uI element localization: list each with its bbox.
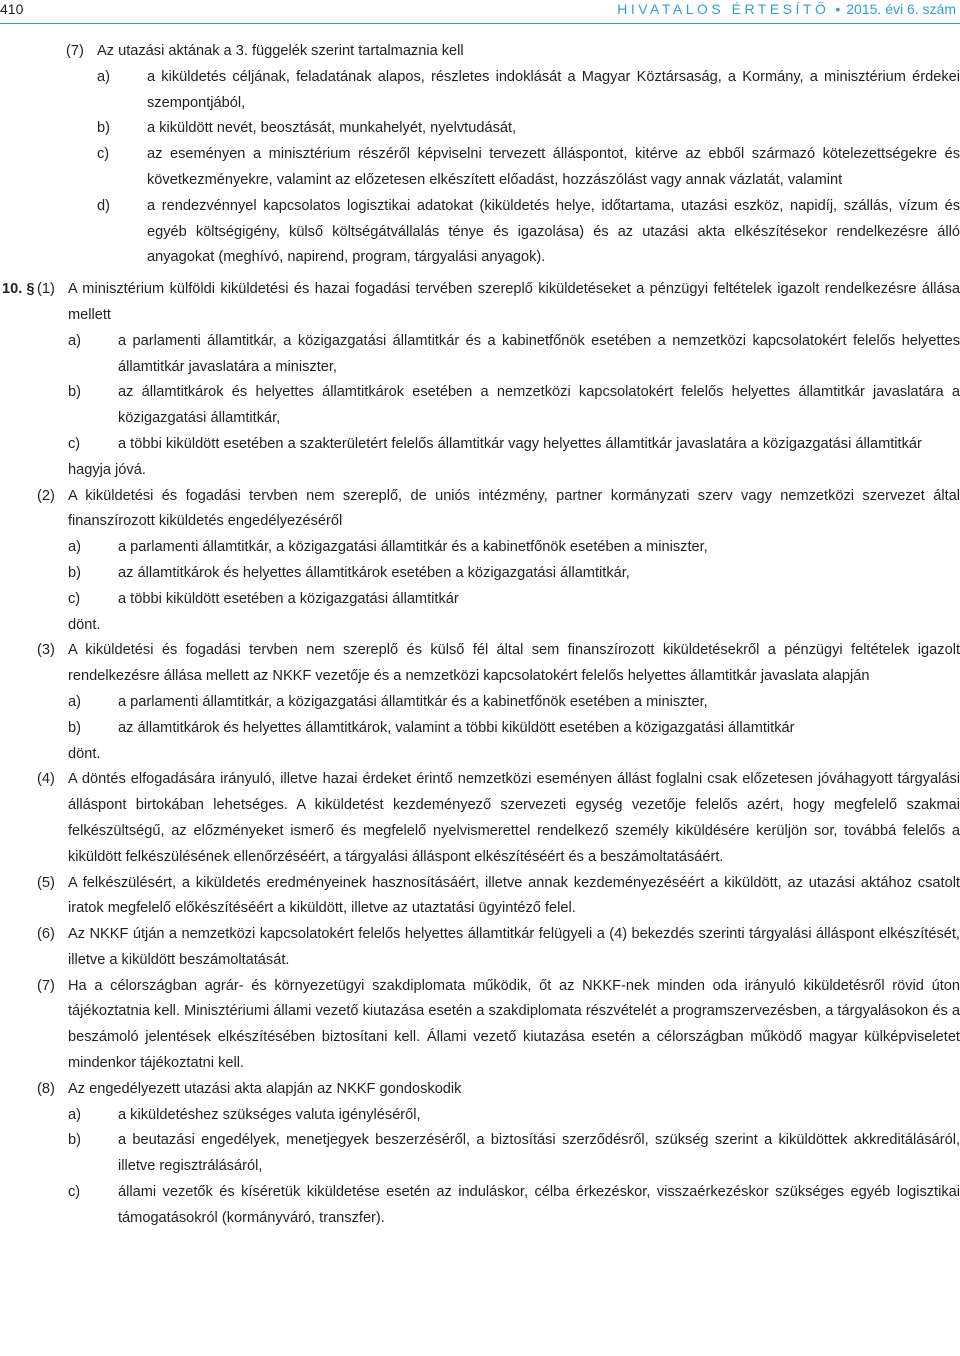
- list-item: [68, 432, 960, 458]
- list-item: [68, 329, 960, 381]
- paragraph-number: (5): [37, 874, 55, 891]
- list-item-label: b): [68, 384, 81, 401]
- paragraph-closing: dönt.: [68, 745, 101, 762]
- paragraph: [37, 1077, 960, 1103]
- document-body: [0, 39, 960, 1232]
- paragraph-text: A kiküldetési és fogadási tervben nem szereplő és külső fél által sem finanszírozott kiküldetésekről a pénzügyi feltételek igazolt rendelkezésre állása mellett az NKKF vezetője és a nemzetközi kapcsolatokért felelős helyettes államtitkár javaslata alapján: [68, 642, 960, 685]
- list-item: [97, 194, 960, 271]
- list-item-label: b): [97, 120, 110, 137]
- list-item-text: a kiküldetéshez szükséges valuta igényléséről,: [118, 1106, 421, 1123]
- list-item-text: a kiküldött nevét, beosztását, munkahelyét, nyelvtudását,: [147, 120, 517, 137]
- list-item: [68, 380, 960, 432]
- paragraph-number: (7): [66, 43, 84, 59]
- list-item-text: a parlamenti államtitkár, a közigazgatási államtitkár és a kabinetfőnök esetében a miniszter,: [118, 693, 708, 710]
- paragraph-number: (1): [37, 281, 55, 298]
- list-item-text: a rendezvénnyel kapcsolatos logisztikai adatokat (kiküldetés helye, időtartama, utazási eszköz, napidíj, szállás, vízum és egyéb költségigény, külső költségátvállalás ténye és igazolása) és az utazási akta elkészítésekor rendelkezésre álló anyagokat (meghívó, napirend, program, tárgyalási anyagok).: [147, 197, 960, 266]
- paragraph: [37, 922, 960, 974]
- paragraph-number: (2): [37, 487, 55, 504]
- list-item-text: a többi kiküldött esetében a szakterületért felelős államtitkár vagy helyettes államtitkár javaslatára a közigazgatási államtitkár: [118, 435, 922, 452]
- paragraph-closing: hagyja jóvá.: [68, 461, 146, 478]
- list-item-label: c): [97, 146, 110, 163]
- list-item-label: a): [68, 1106, 81, 1123]
- intro-paragraph: [66, 39, 960, 271]
- list-item-text: a kiküldetés céljának, feladatának alapos, részletes indoklását a Magyar Köztársaság, a Kormány, a minisztérium érdekei szempontjából,: [147, 68, 960, 111]
- list-item-text: a parlamenti államtitkár, a közigazgatási államtitkár és a kabinetfőnök esetében a miniszter,: [118, 539, 708, 556]
- list-item: [68, 1103, 960, 1129]
- list-item-text: a beutazási engedélyek, menetjegyek beszerzéséről, a biztosítási szerződésről, szükség szerint a kiküldöttek akkreditálásáról, illetve regisztrálásáról,: [118, 1132, 960, 1175]
- paragraph-text: Ha a célországban agrár- és környezetügyi szakdiplomata működik, őt az NKKF-nek minden oda irányuló kiküldetésről rövid úton tájékoztatnia kell. Minisztériumi állami vezető kiutazása esetén a szakdiplomata részvételét a programszervezésben, a tárgyalásokon és a beszámoló jelentések elkészítésében biztosítani kell. Állami vezető kiutazása esetén a célországban működő magyar külképviseletet mindenkor tájékoztatni kell.: [68, 977, 960, 1072]
- section-number: 10. §: [2, 281, 35, 298]
- paragraph-text: Az NKKF útján a nemzetközi kapcsolatokért felelős helyettes államtitkár felügyeli a (4) bekezdés szerinti tárgyalási álláspont elkészítését, illetve a kiküldött beszámoltatását.: [68, 926, 960, 968]
- list-item-label: a): [97, 68, 110, 85]
- list-item-label: a): [68, 539, 81, 556]
- list-item-label: b): [68, 719, 81, 736]
- list-item-text: az államtitkárok és helyettes államtitkárok esetében a közigazgatási államtitkár,: [118, 564, 630, 581]
- paragraph-number: (7): [37, 977, 55, 994]
- paragraph: [37, 638, 960, 690]
- paragraph-number: (8): [37, 1080, 55, 1097]
- list-item-label: d): [97, 197, 110, 214]
- paragraph-text: A kiküldetési és fogadási tervben nem szereplő, de uniós intézmény, partner kormányzati szerv vagy nemzetközi szervezet által finanszírozott kiküldetés engedélyezéséről: [68, 487, 960, 530]
- list-item-text: a többi kiküldött esetében a közigazgatási államtitkár: [118, 590, 459, 607]
- section-body: [37, 277, 960, 1231]
- list-item: [68, 587, 960, 613]
- list-item-text: az államtitkárok és helyettes államtitkárok esetében a nemzetközi kapcsolatokért felelős helyettes államtitkár javaslatára a közigazgatási államtitkár,: [118, 384, 960, 427]
- list-item-label: c): [68, 435, 81, 452]
- paragraph-number: (6): [37, 926, 55, 943]
- running-header: [617, 1, 956, 17]
- list-item-label: c): [68, 590, 81, 607]
- paragraph: [37, 767, 960, 870]
- list-item: [68, 1128, 960, 1180]
- list-item-label: a): [68, 693, 81, 710]
- paragraph: [37, 277, 960, 329]
- gazette-title: HIVATALOS ÉRTESÍTŐ: [617, 1, 830, 17]
- paragraph: [66, 39, 960, 65]
- paragraph: [37, 974, 960, 1077]
- list-item-text: az eseményen a minisztérium részéről képviselni tervezett álláspontot, kitérve az ebből származó kötelezettségekre és következményekre, valamint az előzetesen elkészített előadást, hozzászólást vagy annak vázlatát, valamint: [147, 146, 960, 188]
- paragraph: [37, 484, 960, 536]
- header-separator: •: [835, 1, 841, 17]
- paragraph-number: (3): [37, 642, 55, 659]
- page-number: 410: [0, 1, 24, 17]
- paragraph-number: (4): [37, 771, 55, 788]
- list-item: [97, 142, 960, 194]
- list-item-label: a): [68, 332, 81, 349]
- list-item: [68, 535, 960, 561]
- paragraph-text: A minisztérium külföldi kiküldetési és hazai fogadási tervében szereplő kiküldetéseket a pénzügyi feltételek igazolt rendelkezésre állása mellett: [68, 281, 960, 323]
- issue-number: 2015. évi 6. szám: [846, 1, 956, 17]
- paragraph-text: A felkészülésért, a kiküldetés eredményeinek hasznosításáért, illetve annak kezdeményezéséért a kiküldött, az utazási aktához csatolt iratok megfelelő előkészítéséért a kiküldött, illetve az utaztatási ügyintéző felel.: [68, 874, 960, 917]
- paragraph-text: A döntés elfogadására irányuló, illetve hazai érdeket érintő nemzetközi eseményen állást foglalni csak előzetesen jóváhagyott tárgyalási álláspont birtokában lehetséges. A kiküldetést kezdeményező szervezeti egység vezetője felelős azért, hogy megfelelő szakmai felkészültségű, az előzményeket ismerő és megfelelő nyelvismerettel rendelkező személy kiküldésére kerüljön sor, továbbá felelős a kiküldött felkészülésének ellenőrzéséért, a tárgyalási álláspont elkészítéséért és a beszámoltatásáért.: [68, 771, 960, 865]
- list-item: [97, 65, 960, 117]
- paragraph-closing: dönt.: [68, 616, 101, 633]
- list-item-text: állami vezetők és kíséretük kiküldetése esetén az induláskor, célba érkezéskor, visszaérkezéskor szükséges egyéb logisztikai támogatásokról (kormányváró, transzfer).: [118, 1184, 960, 1226]
- list-item: [68, 1180, 960, 1232]
- list-item-label: b): [68, 1132, 81, 1149]
- list-item-label: b): [68, 564, 81, 581]
- list-item-label: c): [68, 1184, 81, 1201]
- paragraph-text: Az utazási aktának a 3. függelék szerint tartalmaznia kell: [97, 43, 464, 59]
- list-item: [68, 690, 960, 716]
- paragraph-text: Az engedélyezett utazási akta alapján az NKKF gondoskodik: [68, 1080, 462, 1097]
- section-10: [0, 277, 960, 1231]
- paragraph: [37, 871, 960, 923]
- list-item: [97, 116, 960, 142]
- list-item-text: a parlamenti államtitkár, a közigazgatási államtitkár és a kabinetfőnök esetében a nemzetközi kapcsolatokért felelős helyettes államtitkár javaslatára a miniszter,: [118, 332, 960, 375]
- list-item: [68, 561, 960, 587]
- header-rule: [0, 23, 960, 24]
- list-item-text: az államtitkárok és helyettes államtitkárok, valamint a többi kiküldött esetében a közigazgatási államtitkár: [118, 719, 795, 736]
- list-item: [68, 716, 960, 742]
